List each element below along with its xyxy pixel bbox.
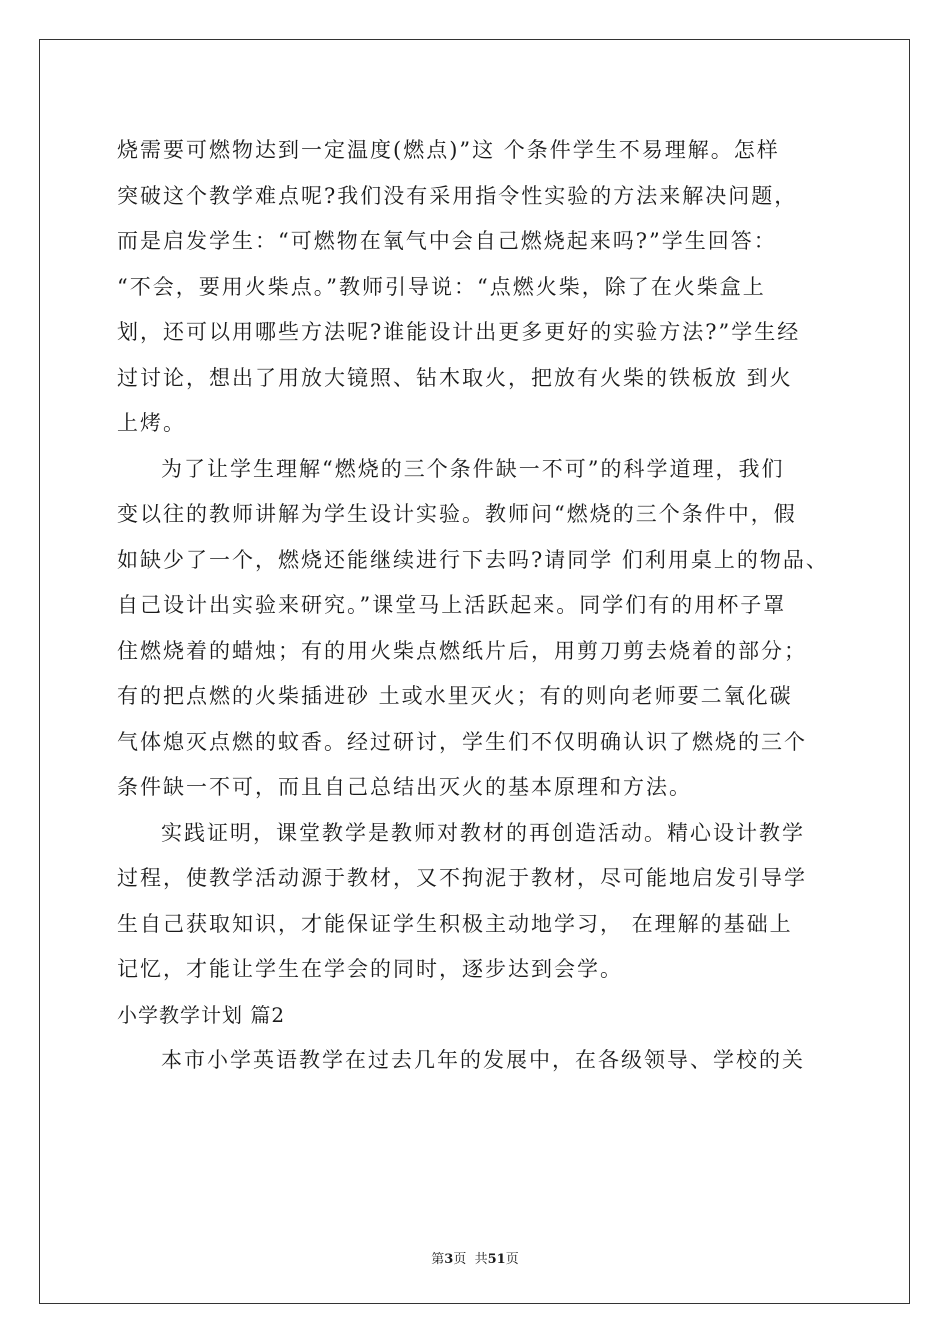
text-line: 条件缺一不可，而且自己总结出灭火的基本原理和方法。 (117, 775, 692, 799)
text-line: 而是启发学生：“可燃物在氧气中会自己燃烧起来吗?”学生回答： (117, 229, 777, 253)
text-line: 过程，使教学活动源于教材，又不拘泥于教材，尽可能地启发引导学 (117, 866, 807, 890)
current-page-number: 3 (444, 1252, 454, 1267)
text-line: 生自己获取知识，才能保证学生积极主动地学习， 在理解的基础上 (117, 911, 793, 936)
text-line: 如缺少了一个，燃烧还能继续进行下去吗?请同学 们利用桌上的物品、 (117, 547, 829, 572)
page-footer (0, 1248, 950, 1267)
paragraph-start-line: 实践证明，课堂教学是教师对教材的再创造活动。精心设计教学 (161, 820, 805, 845)
text-line: 记忆，才能让学生在学会的同时，逐步达到会学。 (117, 957, 623, 981)
text-line: “不会，要用火柴点。”教师引导说：“点燃火柴，除了在火柴盒上 (117, 274, 766, 299)
text-line: 上烤。 (117, 411, 186, 435)
paragraph-start-line: 为了让学生理解“燃烧的三个条件缺一不可”的科学道理，我们 (161, 456, 785, 481)
document-body (117, 128, 837, 1084)
paragraph-start-line: 本市小学英语教学在过去几年的发展中，在各级领导、学校的关 (161, 1048, 805, 1072)
text-line: 突破这个教学难点呢?我们没有采用指令性实验的方法来解决问题， (117, 183, 798, 208)
text-line: 住燃烧着的蜡烛；有的用火柴点燃纸片后，用剪刀剪去烧着的部分； (117, 638, 807, 663)
section-heading: 小学教学计划 篇2 (117, 1002, 286, 1027)
text-line: 过讨论，想出了用放大镜照、钻木取火，把放有火柴的铁板放 到火 (117, 365, 793, 390)
footer-middle: 页 共 (453, 1252, 488, 1267)
text-line: 自己设计出实验来研究。”课堂马上活跃起来。同学们有的用杯子罩 (117, 593, 787, 617)
text-line: 有的把点燃的火柴插进砂 土或水里灭火；有的则向老师要二氧化碳 (117, 684, 793, 708)
total-page-number: 51 (487, 1252, 506, 1267)
text-line: 变以往的教师讲解为学生设计实验。教师问“燃烧的三个条件中，假 (117, 502, 797, 526)
text-line: 划，还可以用哪些方法呢?谁能设计出更多更好的实验方法?”学生经 (117, 320, 801, 344)
footer-suffix: 页 (505, 1252, 519, 1267)
footer-prefix: 第 (431, 1252, 445, 1267)
text-line: 气体熄灭点燃的蚊香。经过研讨，学生们不仅明确认识了燃烧的三个 (117, 729, 807, 754)
text-line: 烧需要可燃物达到一定温度(燃点)”这 个条件学生不易理解。怎样 (117, 138, 780, 162)
